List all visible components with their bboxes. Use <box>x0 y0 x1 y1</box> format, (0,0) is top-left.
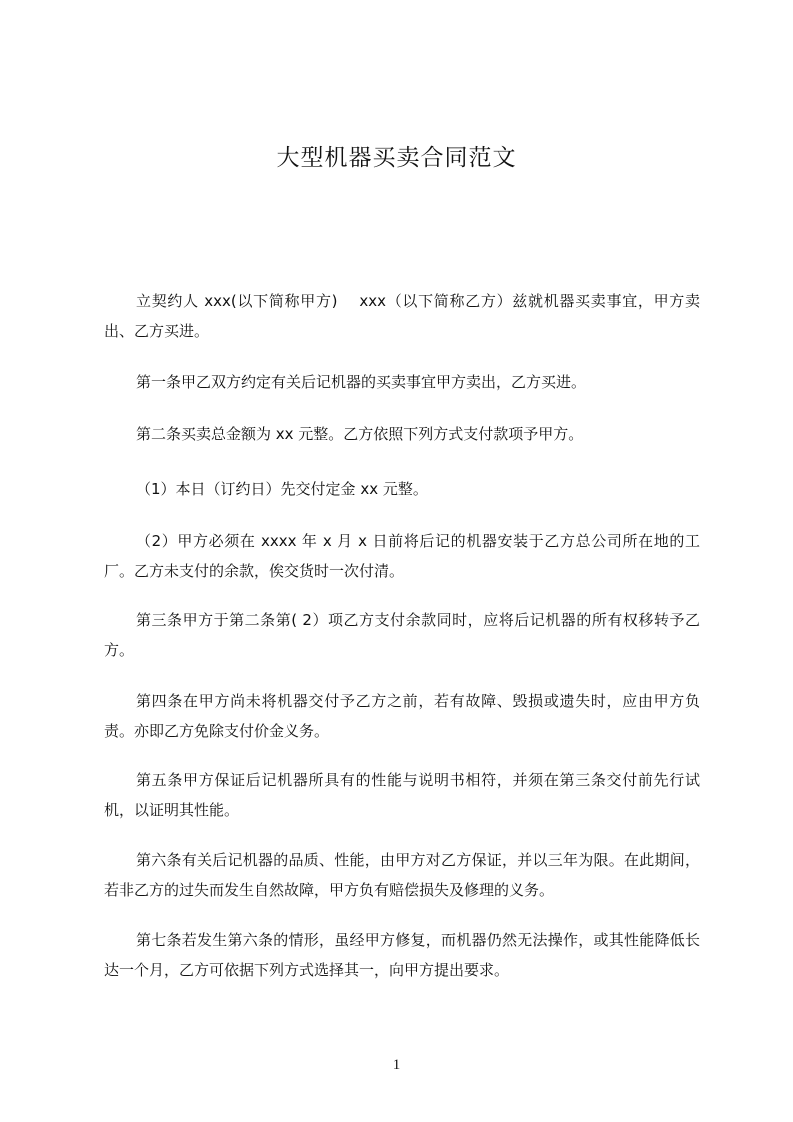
paragraph-article-2: 第二条买卖总金额为 xx 元整。乙方依照下列方式支付款项予甲方。 <box>136 425 584 443</box>
document-title: 大型机器买卖合同范文 <box>276 145 517 171</box>
paragraph-article-4: 第四条在甲方尚未将机器交付予乙方之前，若有故障、毁损或遗失时，应由甲方负责。亦即乙方免除支付价金义务。 <box>104 692 700 740</box>
paragraph-parties: 立契约人 xxx(以下简称甲方) xxx（以下简称乙方）兹就机器买卖事宜，甲方卖出、乙方买进。 <box>104 292 700 340</box>
paragraph-article-6: 第六条有关后记机器的品质、性能，由甲方对乙方保证，并以三年为限。在此期间，若非乙方的过失而发生自然故障，甲方负有赔偿损失及修理的义务。 <box>104 851 700 899</box>
page-number: 1 <box>392 1057 401 1073</box>
paragraph-item-2: （2）甲方必须在 xxxx 年 x 月 x 日前将后记的机器安装于乙方总公司所在地的工厂。乙方未支付的余款，俟交货时一次付清。 <box>104 532 700 580</box>
paragraph-article-5: 第五条甲方保证后记机器所具有的性能与说明书相符，并须在第三条交付前先行试机，以证明其性能。 <box>104 771 700 819</box>
paragraph-article-7: 第七条若发生第六条的情形，虽经甲方修复，而机器仍然无法操作，或其性能降低长达一个月，乙方可依据下列方式选择其一，向甲方提出要求。 <box>104 931 700 979</box>
paragraph-article-3: 第三条甲方于第二条第( 2）项乙方支付余款同时，应将后记机器的所有权移转予乙方。 <box>104 611 700 659</box>
paragraph-item-1: （1）本日（订约日）先交付定金 xx 元整。 <box>136 480 428 498</box>
paragraph-article-1: 第一条甲乙双方约定有关后记机器的买卖事宜甲方卖出，乙方买进。 <box>136 373 587 391</box>
